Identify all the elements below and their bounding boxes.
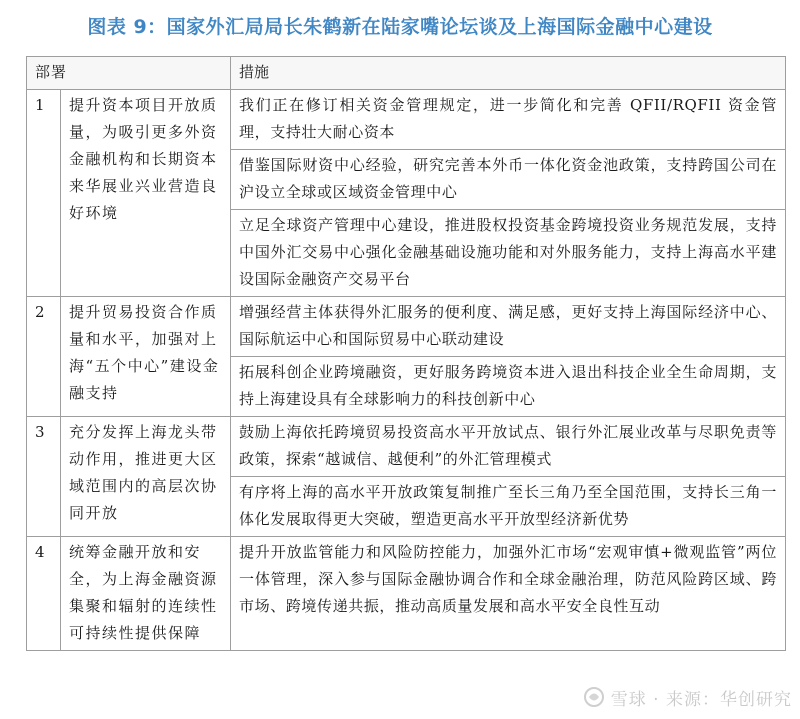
deployment-cell: 提升贸易投资合作质量和水平，加强对上海“五个中心”建设金融支持: [61, 297, 231, 417]
measure-cell: 提升开放监管能力和风险防控能力，加强外汇市场“宏观审慎+微观监管”两位一体管理，深入参与国际金融协调合作和全球金融治理，防范风险跨区域、跨市场、跨境传递共振，推动高质量发展和高水平安全良性互动: [231, 537, 786, 651]
header-deployment: 部署: [27, 57, 231, 90]
snowball-logo-icon: [583, 686, 605, 713]
deployment-cell: 统筹金融开放和安全，为上海金融资源集聚和辐射的连续性可持续性提供保障: [61, 537, 231, 651]
watermark-text: 雪球 · 来源：华创研究: [610, 689, 792, 710]
table-row: [27, 537, 786, 651]
measure-cell: 拓展科创企业跨境融资，更好服务跨境资本进入退出科技企业全生命周期，支持上海建设具有全球影响力的科技创新中心: [231, 357, 786, 417]
figure-title: 图表 9：国家外汇局局长朱鹤新在陆家嘴论坛谈及上海国际金融中心建设: [87, 16, 713, 38]
deployment-cell: 充分发挥上海龙头带动作用，推进更大区域范围内的高层次协同开放: [61, 417, 231, 537]
table-row: [27, 417, 786, 477]
row-number: 4: [27, 537, 61, 651]
row-number: 2: [27, 297, 61, 417]
row-number: 1: [27, 90, 61, 297]
measure-cell: 我们正在修订相关资金管理规定，进一步简化和完善 QFII/RQFII 资金管理，支持壮大耐心资本: [231, 90, 786, 150]
measure-cell: 鼓励上海依托跨境贸易投资高水平开放试点、银行外汇展业改革与尽职免责等政策，探索“越诚信、越便利”的外汇管理模式: [231, 417, 786, 477]
watermark: [583, 685, 792, 714]
header-measures: 措施: [231, 57, 786, 90]
deployment-cell: 提升资本项目开放质量，为吸引更多外资金融机构和长期资本来华展业兴业营造良好环境: [61, 90, 231, 297]
policy-table: [26, 56, 786, 651]
measure-cell: 借鉴国际财资中心经验，研究完善本外币一体化资金池政策，支持跨国公司在沪设立全球或区域资金管理中心: [231, 150, 786, 210]
measure-cell: 立足全球资产管理中心建设，推进股权投资基金跨境投资业务规范发展，支持中国外汇交易中心强化金融基础设施功能和对外服务能力，支持上海高水平建设国际金融资产交易平台: [231, 210, 786, 297]
table-row: [27, 90, 786, 150]
table-row: [27, 297, 786, 357]
measure-cell: 有序将上海的高水平开放政策复制推广至长三角乃至全国范围，支持长三角一体化发展取得更大突破，塑造更高水平开放型经济新优势: [231, 477, 786, 537]
measure-cell: 增强经营主体获得外汇服务的便利度、满足感，更好支持上海国际经济中心、国际航运中心和国际贸易中心联动建设: [231, 297, 786, 357]
table-header-row: [27, 57, 786, 90]
row-number: 3: [27, 417, 61, 537]
